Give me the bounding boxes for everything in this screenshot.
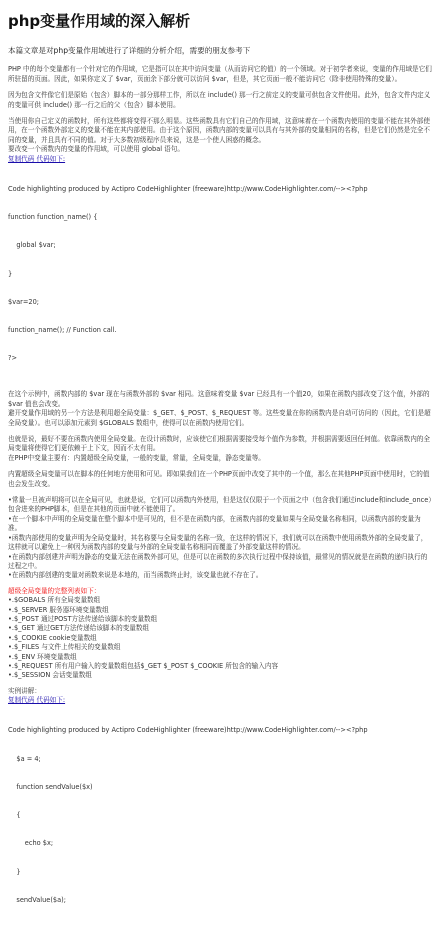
paragraph-3: 当使用你自己定义的函数时，所有这些都将变得不那么明显。这些函数具有它们自己的作用域，这意味着在一个函数内使用的变量不能在其外部使用，在一个函数外部定义的变量不能在其内部使用。由于这个原因，函数内部的变量可以具有与其外部的变量相同的名称，但是它们仍然是完全不同的变量，并且具有不同的值。对于大多数初级程序员来说，这是一个使人困惑的概念。	[8, 117, 430, 144]
list-item: •.$_GET 通过GET方法传递给该脚本的变量数组	[8, 624, 150, 633]
example-heading: 实例讲解：	[8, 686, 41, 695]
list-item: •.$_SESSION 会话变量数组	[8, 671, 92, 680]
code-line: }	[8, 867, 21, 876]
code-line: sendValue($a);	[8, 895, 66, 904]
code-line: function function_name() {	[8, 213, 98, 222]
code-line: function sendValue($x)	[8, 782, 93, 791]
code-block-1	[8, 166, 432, 382]
list-item: •.$_COOKIE cookie变量数组	[8, 633, 97, 642]
list-item: •.$GOBALS 所有全局变量数组	[8, 596, 101, 605]
list-item: •在函数内部创建的变量对函数来说是本地的，而当函数终止时，该变量也就不存在了。	[8, 571, 263, 580]
paragraph-7: 也就是说，最好不要在函数内使用全局变量。在设计函数时，应该使它们根据需要接受每个值作为参数，并根据需要返回任何值。依靠函数内的全局变量将使得它们更依赖于上下文，因而不太有用。	[8, 435, 430, 453]
code-line: Code highlighting produced by Actipro CodeHighlighter (freeware)http://www.CodeHighlighter.com/--><?php	[8, 184, 368, 193]
code-line: {	[8, 811, 21, 820]
page-title: php变量作用域的深入解析	[8, 12, 191, 30]
list-item: •.$_POST 通过POST方法传递给该脚本的变量数组	[8, 614, 158, 623]
copy-code-link-1[interactable]: 复制代码 代码如下:	[8, 154, 66, 163]
code-line: echo $x;	[8, 839, 54, 848]
list-item: •.$_FILES 与文件上传相关的变量数组	[8, 643, 121, 652]
list-item: •.$_REQUEST 所有用户输入的变量数组包括$_GET $_POST $_COOKIE 所包含的输入内容	[8, 661, 279, 670]
code-line: Code highlighting produced by Actipro CodeHighlighter (freeware)http://www.CodeHighlighter.com/--><?php	[8, 726, 368, 735]
code-line: }	[8, 269, 13, 278]
list-item: •函数内部使用的变量声明为全局变量时，其名称要与全局变量的名称一致，在这样的情况下，我们就可以在函数中使用函数外部的全局变量了，这样就可以避免上一种因为函数内部的变量与外部的全局变量名称相同而覆盖了外部变量这样的情况。	[8, 533, 428, 552]
list-item: •在一个脚本中声明的全局变量在整个脚本中是可见的，但不是在函数内部，在函数内部的变量如果与全局变量名称相同，以函数内部的变量为准。	[8, 514, 421, 533]
paragraph-8: 在PHP中变量主要有：内置超级全局变量，一般的变量，常量，全局变量，静态变量等。	[8, 453, 265, 462]
paragraph-1: PHP 中的每个变量都有一个针对它的作用域，它是指可以在其中访问变量（从而访问它的值）的一个领域。对于初学者来说，变量的作用域是它们所驻留的页面。因此，如果你定义了 $var，页面余下部分就可以访问 $var，但是，其它页面一般不能访问它（除非使用特殊的变量）。	[8, 65, 432, 83]
list-item: •.$_SERVER 服务器环境变量数组	[8, 605, 109, 614]
paragraph-5: 在这个示例中，函数内部的 $var 现在与函数外部的 $var 相同。这意味着变量 $var 已经具有一个值20，如果在函数内部改变了这个值，外部的 $var 值也会改变。	[8, 390, 430, 408]
code-block-2	[8, 708, 432, 924]
code-line: global $var;	[8, 241, 56, 250]
paragraph-2: 因为包含文件像它们是原始（包含）脚本的一部分那样工作，所以在 include() 那一行之前定义的变量可供包含文件使用。此外，包含文件内定义的变量可供 include() 那一行之后的父（包含）脚本使用。	[8, 91, 431, 109]
list-item: •常量一旦被声明将可以在全局可见，也就是说，它们可以函数内外使用，但是这仅仅限于一个页面之中（包含我们通过include和include_once）包含进来的PHP脚本，但是在其他的页面中就不能使用了。	[8, 496, 432, 514]
super-globals-heading: 超级全局变量的完整列表如下：	[8, 586, 101, 595]
list-item: •.$_ENV 环境变量数组	[8, 652, 77, 661]
list-item: •在函数内部创建并声明为静态的变量无法在函数外部可见，但是可以在函数的多次执行过程中保持该值，最常见的情况就是在函数的递归执行的过程之中。	[8, 552, 428, 570]
intro-text: 本篇文章是对php变量作用域进行了详细的分析介绍，需要的朋友参考下	[8, 46, 251, 55]
code-line: ?>	[8, 354, 18, 363]
code-line: $a = 4;	[8, 754, 41, 763]
code-line: $var=20;	[8, 297, 39, 306]
scope-bullet-list	[8, 496, 432, 581]
copy-code-link-2[interactable]: 复制代码 代码如下:	[8, 696, 66, 705]
paragraph-4: 要改变一个函数内的变量的作用域，可以使用 global 语句。	[8, 145, 184, 154]
code-line: function_name(); // Function call.	[8, 325, 117, 334]
paragraph-6: 避开变量作用域的另一个方法是利用超全局变量：$_GET、$_POST、$_REQUEST 等。这些变量在你的函数内是自动可访问的（因此，它们是超全局变量）。也可以添加元素到 $GLOBALS 数组中，使得可以在函数内使用它们。	[8, 409, 431, 427]
super-globals-list	[8, 596, 432, 681]
document-page	[8, 10, 432, 932]
paragraph-9: 内置超级全局变量可以在脚本的任何地方使用和可见。即如果我们在一个PHP页面中改变了其中的一个值，那么在其他PHP页面中使用时，它的值也会发生改变。	[8, 470, 430, 488]
